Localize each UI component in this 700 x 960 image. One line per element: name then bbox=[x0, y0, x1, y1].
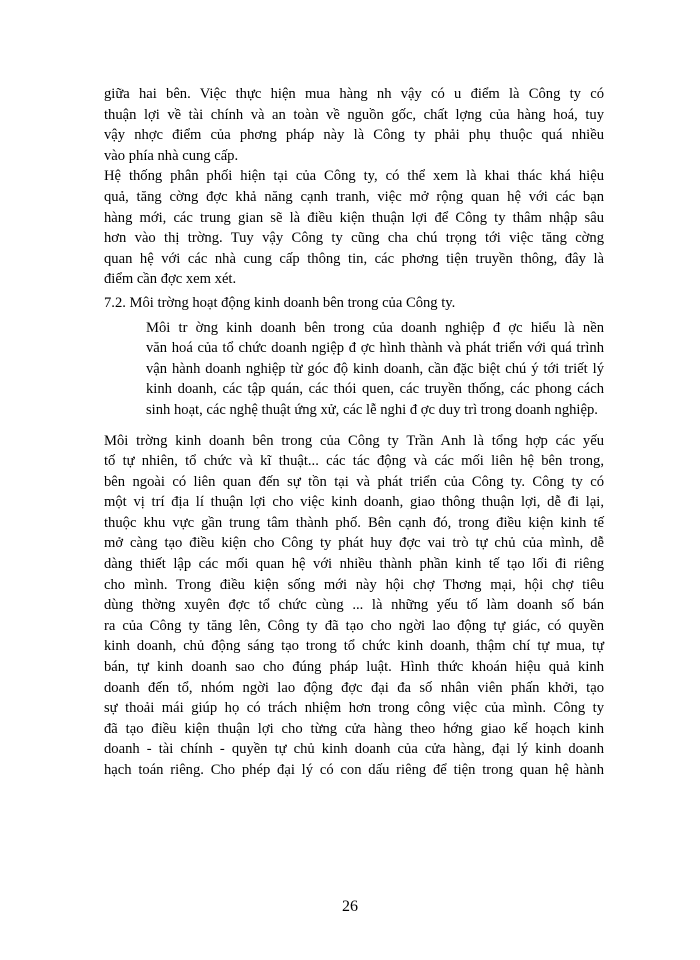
text-line: thuộc khu vực gần trung tâm thành phố. Bên cạnh đó, trong điều kiện kinh tế bbox=[104, 514, 604, 531]
text-line: dàng thiết lập các mối quan hệ với nhiều thành phần kinh tế tạo lối đi riêng bbox=[104, 556, 604, 573]
text-line: hàng mới, các trung gian sẽ là điều kiện thuận lợi để Công ty thâm nhập sâu bbox=[104, 209, 604, 226]
text-line: sự thoải mái giúp họ có trách nhiệm hơn trong công việc của mình. Công ty bbox=[104, 700, 604, 717]
text-line: bán, tự kinh doanh sao cho đúng pháp luật. Hình thức khoán hiệu quả kinh bbox=[104, 659, 604, 676]
text-line: mở càng tạo điều kiện cho Công ty phát huy đợc vai trò tự chủ của mình, dễ bbox=[104, 535, 604, 552]
paragraph bbox=[104, 318, 604, 421]
section-heading bbox=[104, 293, 604, 314]
text-line: một vị trí địa lí thuận lợi cho việc kinh doanh, giao thông thuận lợi, dễ đi lại, bbox=[104, 494, 604, 511]
text-line: Môi tr ờng kinh doanh bên trong của doanh nghiệp đ ợc hiểu là nền bbox=[146, 319, 604, 336]
text-line: quan hệ với các nhà cung cấp thông tin, các phơng tiện truyền thông, đây là bbox=[104, 250, 604, 267]
body-text bbox=[104, 84, 604, 781]
text-line: 7.2. Môi trờng hoạt động kinh doanh bên trong của Công ty. bbox=[104, 294, 456, 311]
paragraph bbox=[104, 84, 604, 166]
text-line: vào phía nhà cung cấp. bbox=[104, 147, 239, 164]
text-line: bên ngoài có liên quan đến sự tồn tại và phát triển của Công ty. Công ty có bbox=[104, 473, 604, 490]
text-line: văn hoá của tổ chức doanh ngiệp đ ợc hình thành và phát triển với quá trình bbox=[146, 340, 604, 357]
text-line: hơn vào thị trờng. Tuy vậy Công ty cũng cha chú trọng tới việc tăng cờng bbox=[104, 230, 604, 247]
text-line: thuận lợi về tài chính và an toàn về nguồn gốc, chất lợng của hàng hoá, tuy bbox=[104, 106, 604, 123]
text-line: dùng thờng xuyên đợc tổ chức cùng ... là những yếu tố làm doanh số bán bbox=[104, 597, 604, 614]
text-line: sinh hoạt, các nghệ thuật ứng xử, các lễ nghi đ ợc duy trì trong doanh nghiệp. bbox=[146, 401, 598, 418]
text-line: hạch toán riêng. Cho phép đại lý có con dấu riêng để tiện trong quan hệ hành bbox=[104, 762, 604, 778]
paragraph bbox=[104, 431, 604, 781]
text-line: tố tự nhiên, tổ chức và kĩ thuật... các tác động và các mối liên hệ bên trong, bbox=[104, 453, 604, 470]
text-line: giữa hai bên. Việc thực hiện mua hàng nh vậy có u điểm là Công ty có bbox=[104, 86, 604, 102]
paragraph bbox=[104, 166, 604, 290]
page-number: 26 bbox=[342, 898, 358, 915]
text-line: vận hành doanh nghiệp từ góc độ kinh doanh, cần đặc biệt chú ý tới triết lý bbox=[146, 360, 604, 377]
text-line: vậy nhợc điểm của phơng pháp này là Công ty phải phụ thuộc quá nhiều bbox=[104, 127, 604, 144]
text-line: đã tạo điều kiện thuận lợi cho từng cửa hàng theo hớng giao kế hoạch kinh bbox=[104, 720, 604, 737]
text-line: ra của Công ty tăng lên, Công ty đã tạo cho ngời lao động tự giác, có quyền bbox=[104, 617, 604, 634]
text-line: doanh đến tổ, nhóm ngời lao động đợc đại đa số nhân viên phấn khởi, tạo bbox=[104, 679, 604, 696]
text-line: Môi trờng kinh doanh bên trong của Công ty Trần Anh là tổng hợp các yếu bbox=[104, 432, 604, 449]
text-line: kinh doanh, chủ động sáng tạo trong tổ chức kinh doanh, thậm chí tự mua, tự bbox=[104, 638, 604, 655]
text-line: kinh doanh, các tập quán, các thói quen, các truyền thống, các phong cách bbox=[146, 381, 604, 398]
text-line: quả, tăng cờng đợc khả năng cạnh tranh, việc mở rộng quan hệ với các bạn bbox=[104, 188, 604, 205]
text-line: điểm cần đợc xem xét. bbox=[104, 271, 237, 288]
text-line: doanh - tài chính - quyền tự chủ kinh doanh của cửa hàng, đại lý kinh doanh bbox=[104, 741, 604, 758]
text-line: cho mình. Trong điều kiện sống mới này hội chợ Thơng mại, hội chợ tiêu bbox=[104, 576, 604, 593]
text-line: Hệ thống phân phối hiện tại của Công ty, có thể xem là khai thác khá hiệu bbox=[104, 168, 604, 185]
